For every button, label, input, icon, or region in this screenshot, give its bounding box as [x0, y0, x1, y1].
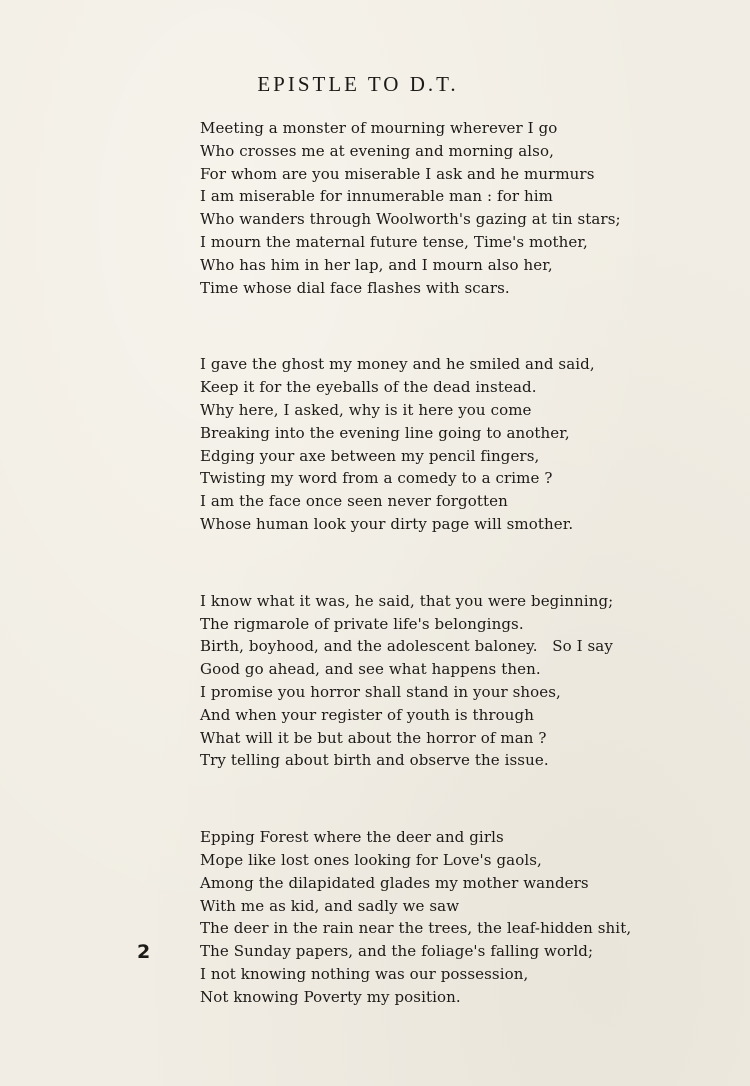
poem-line: Whose human look your dirty page will smother.: [200, 514, 574, 533]
poem-line: I mourn the maternal future tense, Time's mother,: [200, 232, 588, 251]
poem-body: [200, 117, 700, 1063]
poem-line: The deer in the rain near the trees, the leaf-hidden shit,: [200, 919, 632, 938]
poem-line: Birth, boyhood, and the adolescent baloney. So I say: [200, 637, 613, 656]
poem-line: Among the dilapidated glades my mother wanders: [200, 873, 589, 892]
poem-line: Why here, I asked, why is it here you come: [200, 400, 532, 419]
stanza-1: [200, 117, 700, 299]
poem-line: The rigmarole of private life's belongings.: [200, 614, 524, 633]
poem-line: Who crosses me at evening and morning also,: [200, 141, 554, 160]
stanza-2: [200, 353, 700, 535]
poem-line: Meeting a monster of mourning wherever I go: [200, 119, 558, 137]
poem-line: Who has him in her lap, and I mourn also her,: [200, 255, 553, 274]
poem-line: Mope like lost ones looking for Love's gaols,: [200, 850, 542, 869]
poem-line: Time whose dial face flashes with scars.: [200, 278, 510, 297]
poem-line: With me as kid, and sadly we saw: [200, 896, 460, 915]
poem-line: Keep it for the eyeballs of the dead instead.: [200, 378, 537, 397]
stanza-3: [200, 590, 700, 772]
poem-line: And when your register of youth is through: [200, 705, 535, 724]
poem-line: I know what it was, he said, that you were beginning;: [200, 591, 614, 610]
poem-line: Try telling about birth and observe the issue.: [200, 751, 549, 770]
poem-line: I promise you horror shall stand in your shoes,: [200, 682, 561, 701]
poem-line: What will it be but about the horror of man ?: [200, 728, 547, 747]
poem-line: Not knowing Poverty my position.: [200, 987, 461, 1006]
poem-line: Epping Forest where the deer and girls: [200, 828, 504, 847]
poem-line: For whom are you miserable I ask and he murmurs: [200, 164, 595, 183]
stanza-4: [200, 826, 700, 1008]
poem-line: I gave the ghost my money and he smiled and said,: [200, 355, 595, 374]
poem-line: I not knowing nothing was our possession,: [200, 964, 529, 983]
poem-line: I am the face once seen never forgotten: [200, 492, 508, 511]
poem-line: Twisting my word from a comedy to a crime ?: [200, 469, 553, 488]
poem-line: I am miserable for innumerable man : for him: [200, 187, 553, 206]
poem-line: Edging your axe between my pencil fingers,: [200, 446, 540, 465]
poem-title: EPISTLE TO D.T.: [257, 72, 459, 96]
poem-line: Who wanders through Woolworth's gazing at tin stars;: [200, 210, 621, 229]
poem-line: The Sunday papers, and the foliage's falling world;: [200, 942, 594, 961]
poem-line: Breaking into the evening line going to another,: [200, 423, 570, 442]
page-number: 2: [137, 941, 151, 963]
poem-line: Good go ahead, and see what happens then.: [200, 660, 541, 679]
